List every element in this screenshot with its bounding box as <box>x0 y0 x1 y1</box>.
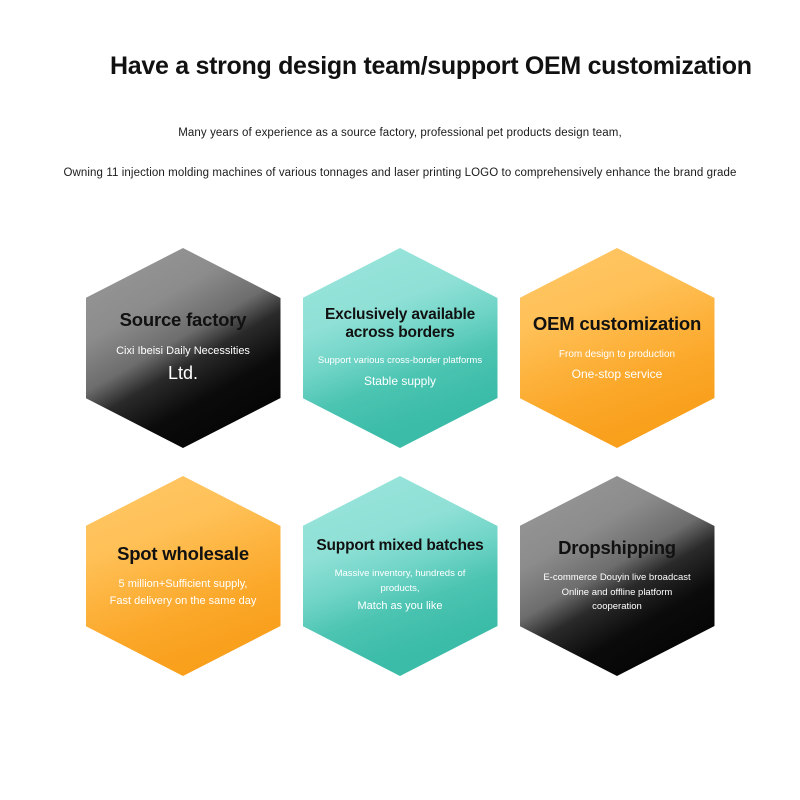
card-line-3: cooperation <box>592 601 642 613</box>
feature-card-oem <box>520 248 715 448</box>
feature-card-spot-wholesale <box>86 476 281 676</box>
card-line-2: Match as you like <box>357 600 443 613</box>
card-lines <box>559 347 675 383</box>
card-line-2: One-stop service <box>571 366 663 381</box>
subtitle-line-2: Owning 11 injection molding machines of various tonnages and laser printing LOGO to comprehensively enhance the brand grade <box>63 167 737 179</box>
card-title: Spot wholesale <box>117 542 249 564</box>
card-line-1: 5 million+Sufficient supply, <box>118 578 248 591</box>
card-content <box>86 476 281 676</box>
card-title: Exclusively available across borders <box>324 305 476 341</box>
card-line-1: Cixi Ibeisi Daily Necessities <box>116 345 250 358</box>
card-line-2: Ltd. <box>167 362 199 383</box>
card-line-1: Support various cross-border platforms <box>317 355 483 367</box>
feature-card-mixed-batches <box>303 476 498 676</box>
card-title: Support mixed batches <box>316 536 484 554</box>
card-line-1: E-commerce Douyin live broadcast <box>543 571 691 583</box>
card-lines <box>110 576 257 609</box>
subtitle-line-1: Many years of experience as a source factory, professional pet products design team, <box>178 127 622 139</box>
card-lines <box>116 343 250 387</box>
card-lines <box>315 567 486 615</box>
feature-row-bottom <box>0 476 800 676</box>
card-content <box>303 248 498 448</box>
card-lines <box>318 354 482 390</box>
card-title: Dropshipping <box>558 537 676 558</box>
card-line-2: Fast delivery on the same day <box>109 594 257 607</box>
card-line-1: From design to production <box>558 348 676 360</box>
feature-row-top <box>0 248 800 448</box>
card-content <box>520 248 715 448</box>
card-line-2: Stable supply <box>363 373 437 388</box>
card-lines <box>543 571 690 615</box>
feature-card-cross-border <box>303 248 498 448</box>
card-line-1: Massive inventory, hundreds of products, <box>334 567 466 594</box>
card-title: OEM customization <box>532 313 702 335</box>
page-title: Have a strong design team/support OEM customization <box>110 52 752 80</box>
feature-card-dropshipping <box>520 476 715 676</box>
card-title: Source factory <box>119 309 247 331</box>
feature-grid <box>0 248 800 676</box>
card-content <box>520 476 715 676</box>
feature-card-source-factory <box>86 248 281 448</box>
card-content <box>303 476 498 676</box>
card-content <box>86 248 281 448</box>
card-line-2: Online and offline platform <box>561 586 673 598</box>
